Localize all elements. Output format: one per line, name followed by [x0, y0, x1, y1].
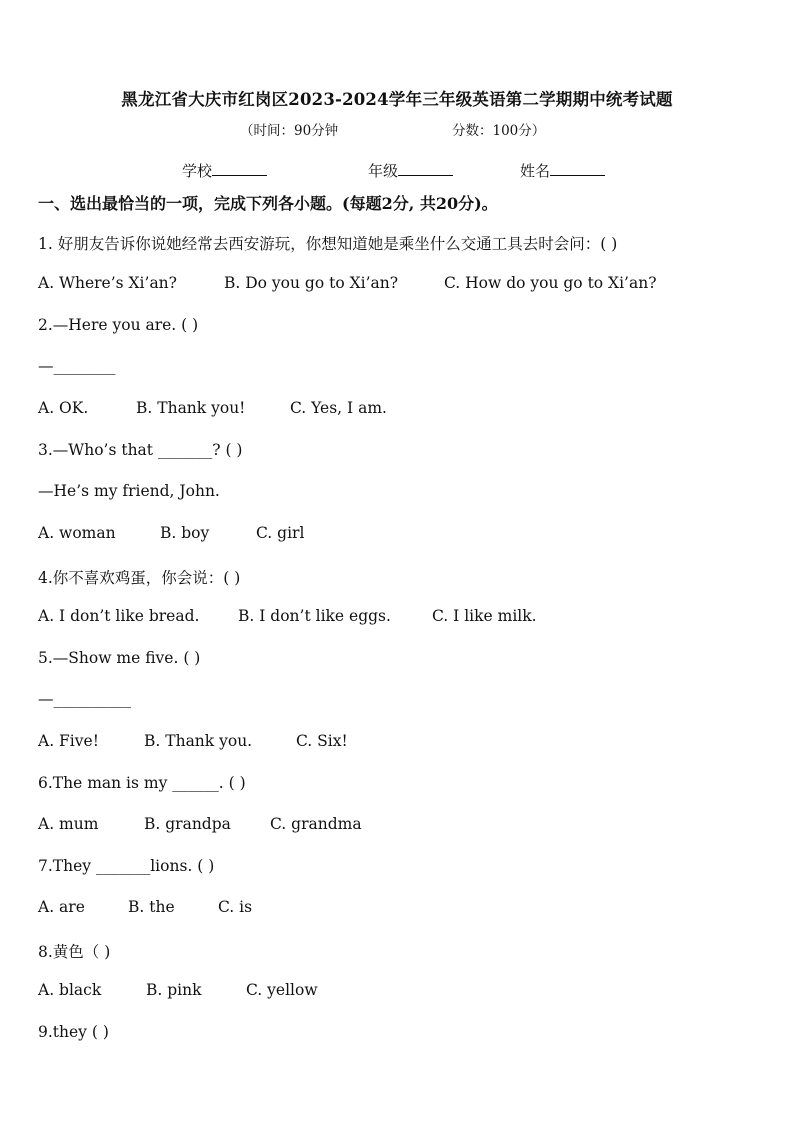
- question-8-option-c: C. yellow: [246, 981, 318, 999]
- question-7-stem: 7.They _______lions. ( ): [38, 857, 215, 875]
- question-3-reply: —He’s my friend, John.: [38, 482, 220, 500]
- question-3-option-a: A. woman: [38, 524, 116, 542]
- question-7-option-a: A. are: [38, 898, 85, 916]
- question-8-stem: 8.黄色（ ): [38, 943, 111, 961]
- question-3-option-b: B. boy: [160, 524, 210, 542]
- question-9-stem: 9.they ( ): [38, 1023, 109, 1041]
- question-8-option-b: B. pink: [146, 981, 202, 999]
- school-blank: [212, 161, 267, 176]
- question-1-stem: 1. 好朋友告诉你说她经常去西安游玩，你想知道她是乘坐什么交通工具去时会问：( ): [38, 235, 618, 253]
- exam-score: 分数：100分）: [452, 123, 546, 139]
- name-label: 姓名: [520, 162, 551, 180]
- question-6-option-c: C. grandma: [270, 815, 362, 833]
- question-8-option-a: A. black: [38, 981, 102, 999]
- question-7-option-b: B. the: [128, 898, 175, 916]
- question-3-stem: 3.—Who’s that _______? ( ): [38, 441, 243, 459]
- question-5-stem: 5.—Show me five. ( ): [38, 649, 201, 667]
- name-field: [520, 160, 605, 181]
- question-4-option-c: C. I like milk.: [432, 607, 537, 625]
- question-2-stem: 2.—Here you are. ( ): [38, 316, 199, 334]
- question-5-option-a: A. Five!: [38, 732, 99, 750]
- question-6-option-a: A. mum: [38, 815, 99, 833]
- section-title: 一、选出最恰当的一项，完成下列各小题。(每题2分, 共20分)。: [38, 194, 498, 213]
- question-1-option-c: C. How do you go to Xi’an?: [444, 274, 657, 292]
- question-1-option-a: A. Where’s Xi’an?: [38, 274, 177, 292]
- question-7-option-c: C. is: [218, 898, 253, 916]
- grade-label: 年级: [368, 162, 399, 180]
- page-title: 黑龙江省大庆市红岗区2023-2024学年三年级英语第二学期期中统考试题: [121, 90, 673, 109]
- question-3-option-c: C. girl: [256, 524, 305, 542]
- question-2-option-b: B. Thank you!: [136, 399, 246, 417]
- school-field: [182, 160, 267, 181]
- question-2-answer-line: —________: [38, 357, 116, 375]
- question-2-option-c: C. Yes, I am.: [290, 399, 387, 417]
- question-6-option-b: B. grandpa: [144, 815, 231, 833]
- grade-field: [368, 160, 453, 181]
- question-4-option-b: B. I don’t like eggs.: [238, 607, 391, 625]
- question-5-answer-line: —__________: [38, 690, 131, 708]
- grade-blank: [398, 161, 453, 176]
- question-2-option-a: A. OK.: [38, 399, 89, 417]
- question-4-stem: 4.你不喜欢鸡蛋，你会说：( ): [38, 569, 241, 587]
- question-4-option-a: A. I don’t like bread.: [38, 607, 200, 625]
- question-1-option-b: B. Do you go to Xi’an?: [224, 274, 399, 292]
- school-label: 学校: [182, 162, 213, 180]
- question-5-option-b: B. Thank you.: [144, 732, 253, 750]
- exam-time: （时间：90分钟: [240, 123, 339, 139]
- question-5-option-c: C. Six!: [296, 732, 348, 750]
- name-blank: [550, 161, 605, 176]
- question-6-stem: 6.The man is my ______. ( ): [38, 774, 246, 792]
